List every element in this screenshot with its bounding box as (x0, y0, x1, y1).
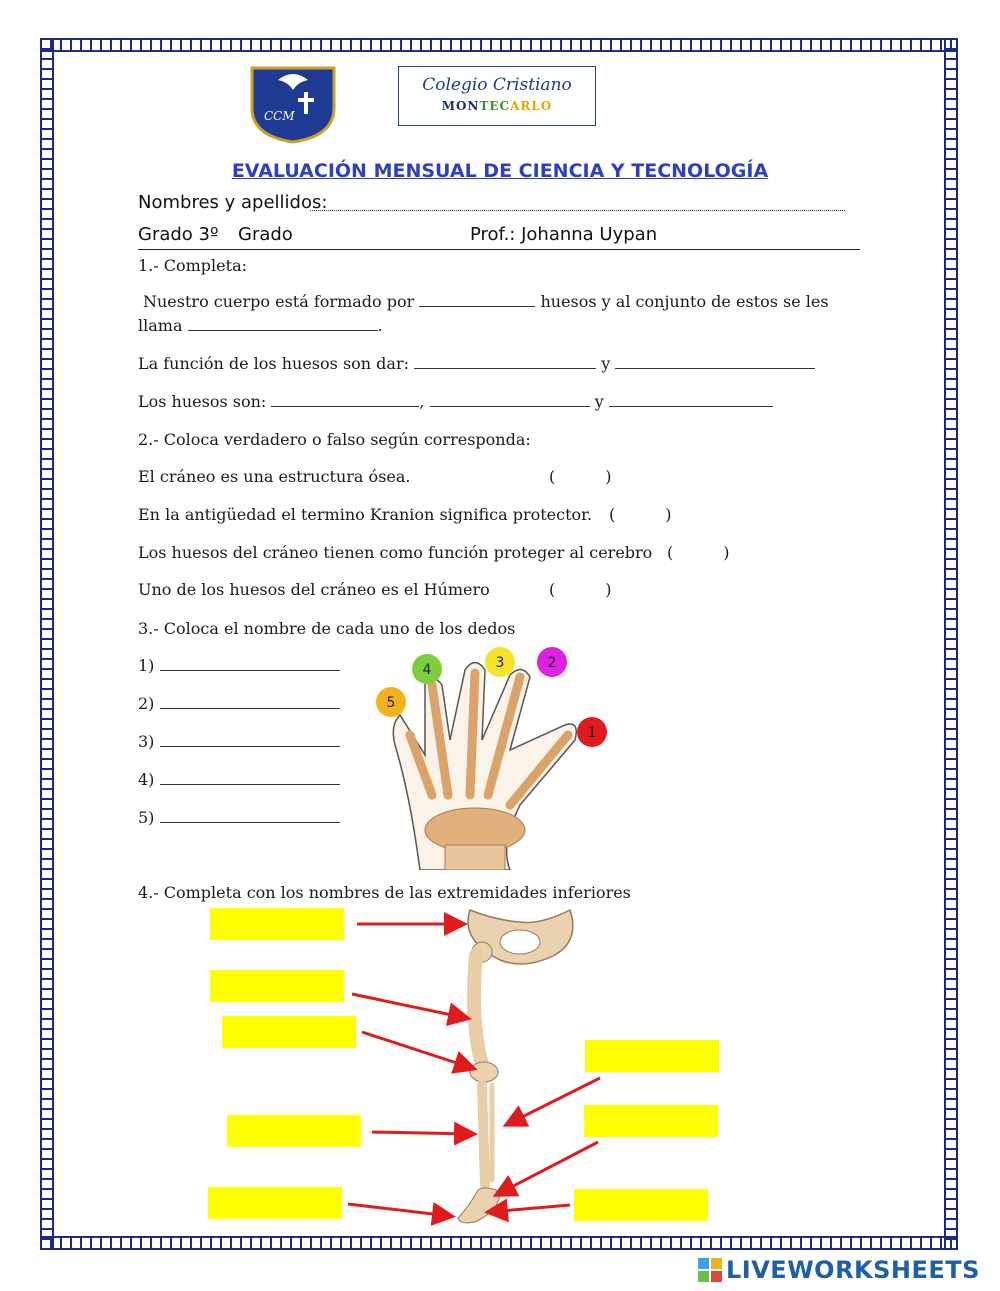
hand-skeleton-image (370, 645, 620, 870)
finger-answer-3 (138, 732, 340, 751)
paren-close: ) (605, 580, 612, 599)
finger-number: 2) (138, 694, 155, 713)
answer-blank[interactable] (160, 808, 340, 823)
q1-heading: 1.- Completa: (138, 256, 247, 275)
answer-box-knee[interactable] (222, 1016, 356, 1048)
answer-blank[interactable] (430, 392, 590, 407)
q2-heading: 2.- Coloca verdadero o falso según corresponda: (138, 430, 531, 449)
q1-s1b: huesos y al conjunto de estos se les (540, 292, 829, 311)
leg-skeleton-image (430, 900, 600, 1230)
grade-word: Grado (238, 224, 293, 245)
finger-number: 4) (138, 770, 155, 789)
q1-sentence-2 (138, 354, 815, 373)
paren-close: ) (605, 467, 612, 486)
q2-item-2: En la antigüedad el termino Kranion significa protector. (138, 505, 593, 524)
finger-number: 3) (138, 732, 155, 751)
answer-box-toes[interactable] (208, 1187, 342, 1219)
school-name: Colegio Cristiano (422, 75, 572, 95)
liveworksheets-brand[interactable]: LIVEWORKSHEETS (726, 1256, 980, 1284)
q1-sentence-1-cont (138, 316, 383, 335)
finger-label-3: 3 (495, 655, 505, 671)
finger-label-4: 4 (422, 662, 432, 678)
paren-open: ( (609, 505, 616, 524)
answer-box-ankle[interactable] (584, 1105, 718, 1137)
q1-s3a: Los huesos son: (138, 392, 267, 411)
school-shield-logo (248, 64, 338, 144)
school-name-box (398, 66, 596, 126)
answer-paren-1[interactable] (549, 467, 612, 486)
finger-answer-5 (138, 808, 340, 827)
answer-box-fibula[interactable] (585, 1040, 719, 1072)
finger-answer-1 (138, 656, 340, 675)
finger-label-2: 2 (547, 655, 557, 671)
finger-answer-2 (138, 694, 340, 713)
paren-open: ( (549, 467, 556, 486)
finger-label-5: 5 (386, 695, 396, 711)
answer-blank[interactable] (271, 392, 419, 407)
border-bottom (40, 1236, 958, 1250)
answer-paren-3[interactable] (667, 543, 730, 562)
finger-number: 5) (138, 808, 155, 827)
q1-s1c: llama (138, 316, 183, 335)
paren-close: ) (665, 505, 672, 524)
answer-box-femur[interactable] (210, 970, 344, 1002)
q3-heading: 3.- Coloca el nombre de cada uno de los dedos (138, 619, 516, 638)
names-dotted-line[interactable] (310, 210, 845, 211)
answer-blank[interactable] (160, 694, 340, 709)
answer-box-tibia[interactable] (227, 1115, 361, 1147)
q1-s1a: Nuestro cuerpo está formado por (143, 292, 415, 311)
answer-blank[interactable] (609, 392, 773, 407)
answer-blank[interactable] (615, 354, 815, 369)
q2-item-1: El cráneo es una estructura ósea. (138, 467, 411, 486)
teacher-name: Prof.: Johanna Uypan (470, 224, 658, 245)
answer-paren-2[interactable] (609, 505, 672, 524)
liveworksheets-icon (698, 1258, 722, 1282)
finger-answer-4 (138, 770, 340, 789)
answer-blank[interactable] (160, 656, 340, 671)
answer-paren-4[interactable] (549, 580, 612, 599)
paren-open: ( (667, 543, 674, 562)
names-label: Nombres y apellidos: (138, 192, 328, 213)
border-top (40, 38, 958, 52)
header-rule (138, 249, 860, 250)
q1-s3c: y (594, 392, 604, 411)
answer-box-femur-hip[interactable] (210, 908, 344, 940)
q1-s1d: . (377, 316, 383, 335)
q4-heading: 4.- Completa con los nombres de las extremidades inferiores (138, 883, 631, 902)
answer-blank[interactable] (414, 354, 596, 369)
paren-close: ) (723, 543, 730, 562)
school-sub-part-1: MON (441, 99, 480, 113)
border-right (944, 38, 958, 1250)
grade-label: Grado 3º (138, 224, 219, 245)
answer-blank[interactable] (160, 770, 340, 785)
school-sub-part-2: TEC (479, 99, 511, 113)
q2-item-4: Uno de los huesos del cráneo es el Húmero (138, 580, 490, 599)
q2-item-3: Los huesos del cráneo tienen como función proteger al cerebro (138, 543, 653, 562)
answer-blank[interactable] (160, 732, 340, 747)
answer-blank[interactable] (188, 316, 378, 331)
school-sub-part-3: ARLO (510, 99, 553, 113)
q1-s2a: La función de los huesos son dar: (138, 354, 409, 373)
paren-open: ( (549, 580, 556, 599)
finger-number: 1) (138, 656, 155, 675)
q1-sentence-3 (138, 392, 773, 411)
school-sub-name (399, 99, 595, 113)
finger-label-1: 1 (587, 725, 597, 741)
answer-blank[interactable] (419, 292, 535, 307)
q1-s2b: y (601, 354, 611, 373)
border-left (40, 38, 54, 1250)
q1-s3b: , (419, 392, 425, 411)
page-title: EVALUACIÓN MENSUAL DE CIENCIA Y TECNOLOGÍA (231, 160, 769, 182)
q1-sentence-1 (143, 292, 829, 311)
answer-box-foot[interactable] (574, 1189, 708, 1221)
svg-text:CCM: CCM (264, 109, 295, 123)
